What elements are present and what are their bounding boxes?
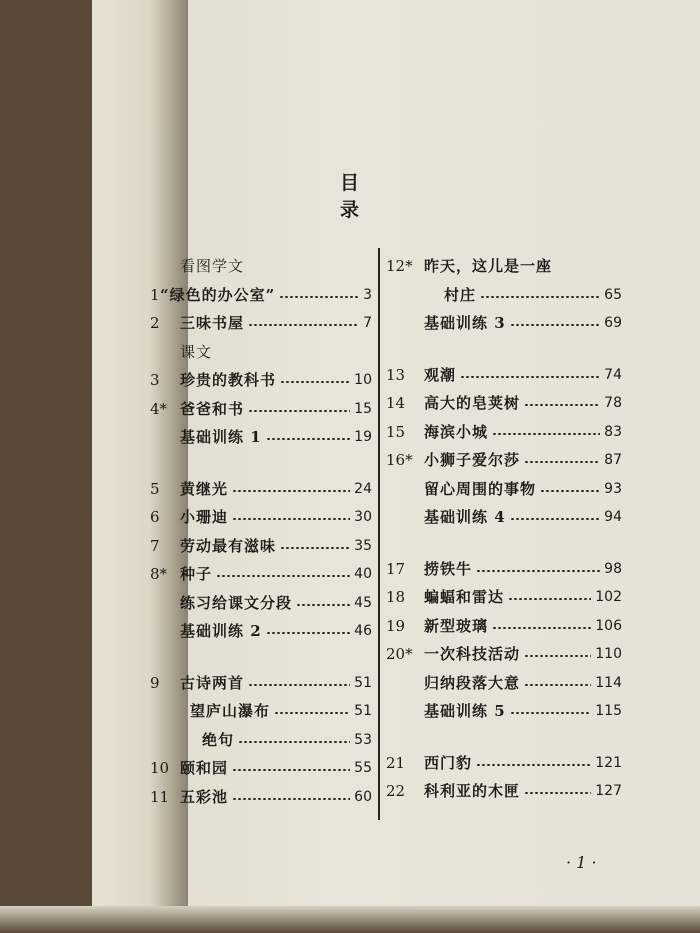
toc-entry-page: 46 xyxy=(354,623,372,639)
toc-leader-dots xyxy=(510,712,591,714)
toc-entry-number: 15 xyxy=(386,422,406,441)
toc-entry-page: 115 xyxy=(595,703,622,719)
toc-entry-title: 科利亚的木匣 xyxy=(424,782,521,800)
toc-leader-dots xyxy=(524,404,600,406)
toc-entry xyxy=(150,338,372,367)
toc-leader-dots xyxy=(524,461,600,463)
toc-title: 目 录 xyxy=(340,172,384,221)
toc-leader-dots xyxy=(232,518,350,520)
toc-entry-page: 110 xyxy=(595,646,622,662)
toc-entry-title: 珍贵的教科书 xyxy=(180,371,277,389)
toc-entry xyxy=(386,281,622,310)
toc-entry xyxy=(150,783,372,812)
toc-leader-dots xyxy=(274,712,350,714)
toc-entry-page: 19 xyxy=(354,429,372,445)
toc-entry xyxy=(150,503,372,532)
toc-entry xyxy=(150,423,372,452)
toc-entry-number: 11 xyxy=(150,787,170,806)
toc-entry-number: 19 xyxy=(386,616,406,635)
toc-entry-number: 13 xyxy=(386,365,406,384)
toc-spacer xyxy=(150,646,372,669)
toc-leader-dots xyxy=(248,684,350,686)
toc-leader-dots xyxy=(216,575,350,577)
toc-entry-number: 2 xyxy=(150,314,160,332)
toc-leader-dots xyxy=(508,598,591,600)
toc-entry xyxy=(386,418,622,447)
toc-entry-title: 绝句 xyxy=(202,730,235,749)
toc-entry-page: 15 xyxy=(354,400,372,417)
toc-entry-title: 练习给课文分段 xyxy=(180,593,293,612)
toc-entry-page: 65 xyxy=(604,286,622,303)
toc-entry-page: 127 xyxy=(595,783,622,799)
toc-leader-dots xyxy=(480,296,600,298)
toc-leader-dots xyxy=(492,627,591,629)
toc-entry-number: 17 xyxy=(386,559,406,578)
toc-leader-dots xyxy=(540,490,600,492)
toc-entry-number: 22 xyxy=(386,782,406,800)
toc-entry-page: 69 xyxy=(604,315,622,331)
toc-leader-dots xyxy=(280,547,350,549)
page-bottom-edge xyxy=(0,906,700,933)
toc-entry-page: 114 xyxy=(595,674,622,691)
toc-entry xyxy=(386,777,622,806)
toc-entry-page: 83 xyxy=(604,423,622,440)
toc-right-column xyxy=(386,252,622,806)
toc-entry-number: 16* xyxy=(386,451,413,469)
toc-entry-number: 5 xyxy=(150,479,160,498)
toc-entry-number: 10 xyxy=(150,759,170,777)
toc-leader-dots xyxy=(232,798,350,800)
toc-entry xyxy=(386,309,622,338)
toc-entry-title: 爸爸和书 xyxy=(180,399,245,418)
toc-entry-page: 30 xyxy=(354,509,372,525)
toc-section-heading: 看图学文 xyxy=(180,257,245,275)
toc-entry-number: 14 xyxy=(386,394,406,412)
toc-entry xyxy=(150,309,372,338)
toc-entry-page: 51 xyxy=(354,703,372,719)
toc-entry-number: 9 xyxy=(150,673,160,692)
toc-entry-number: 21 xyxy=(386,753,406,772)
toc-entry-page: 45 xyxy=(354,594,372,611)
toc-entry xyxy=(386,612,622,641)
toc-entry-page: 102 xyxy=(595,589,622,605)
toc-leader-dots xyxy=(524,792,591,794)
toc-entry xyxy=(386,389,622,418)
toc-entry-title: 昨天，这儿是一座 xyxy=(424,257,553,275)
toc-entry-page: 40 xyxy=(354,566,372,582)
toc-entry xyxy=(150,281,372,310)
toc-leader-dots xyxy=(460,376,600,378)
toc-entry-number: 18 xyxy=(386,588,406,606)
toc-entry xyxy=(150,589,372,618)
toc-entry xyxy=(150,617,372,646)
toc-entry-page: 60 xyxy=(354,788,372,805)
toc-entry-number: 7 xyxy=(150,536,160,555)
toc-leader-dots xyxy=(492,433,600,435)
toc-entry-title: 村庄 xyxy=(444,285,477,304)
toc-entry-title: 一次科技活动 xyxy=(424,645,521,663)
toc-entry-title: 西门豹 xyxy=(424,753,473,772)
toc-entry xyxy=(386,640,622,669)
toc-entry-title: 捞铁牛 xyxy=(424,559,473,578)
toc-entry-number: 1 xyxy=(150,285,160,304)
toc-leader-dots xyxy=(296,604,350,606)
toc-entry xyxy=(386,583,622,612)
toc-entry-page: 106 xyxy=(595,617,622,634)
toc-spacer xyxy=(386,532,622,555)
toc-entry-title: 基础训练 3 xyxy=(424,314,506,332)
toc-entry xyxy=(150,532,372,561)
toc-entry xyxy=(386,475,622,504)
toc-entry xyxy=(386,252,622,281)
page-number: · 1 · xyxy=(566,853,597,872)
toc-entry-title: 基础训练 2 xyxy=(180,622,262,640)
toc-section-heading: 课文 xyxy=(180,342,213,361)
toc-entry-page: 24 xyxy=(354,480,372,497)
toc-leader-dots xyxy=(266,632,350,634)
toc-entry-title: 基础训练 1 xyxy=(180,428,262,446)
toc-leader-dots xyxy=(248,410,350,412)
toc-entry-page: 98 xyxy=(604,560,622,577)
toc-entry-number: 20* xyxy=(386,645,413,663)
toc-entry-page: 74 xyxy=(604,366,622,383)
toc-entry-title: 观潮 xyxy=(424,365,457,384)
toc-entry xyxy=(150,366,372,395)
toc-entry xyxy=(386,555,622,584)
toc-entry-title: 种子 xyxy=(180,565,213,583)
toc-entry xyxy=(150,560,372,589)
toc-leader-dots xyxy=(510,324,600,326)
toc-entry xyxy=(386,503,622,532)
toc-entry-page: 51 xyxy=(354,674,372,691)
toc-entry xyxy=(386,361,622,390)
toc-entry-title: 三味书屋 xyxy=(180,314,245,332)
toc-entry-title: 小狮子爱尔莎 xyxy=(424,451,521,469)
toc-entry-title: 劳动最有滋味 xyxy=(180,536,277,555)
toc-leader-dots xyxy=(280,381,350,383)
toc-entry-number: 3 xyxy=(150,371,160,389)
toc-entry-title: 颐和园 xyxy=(180,759,229,777)
toc-entry-title: 黄继光 xyxy=(180,479,229,498)
toc-spacer xyxy=(386,338,622,361)
toc-entry xyxy=(150,395,372,424)
toc-entry-number: 8* xyxy=(150,565,168,583)
toc-entry-page: 87 xyxy=(604,452,622,468)
toc-entry-title: 归纳段落大意 xyxy=(424,673,521,692)
toc-entry-page: 55 xyxy=(354,760,372,776)
toc-entry xyxy=(150,697,372,726)
toc-leader-dots xyxy=(266,438,350,440)
toc-left-column xyxy=(150,252,372,811)
toc-entry xyxy=(150,669,372,698)
toc-leader-dots xyxy=(524,684,591,686)
toc-entry-title: “绿色的办公室” xyxy=(160,285,276,304)
toc-entry-page: 10 xyxy=(354,372,372,388)
toc-entry-page: 7 xyxy=(363,315,372,331)
toc-entry-page: 121 xyxy=(595,754,622,771)
toc-leader-dots xyxy=(524,655,591,657)
toc-spacer xyxy=(386,726,622,749)
toc-entry xyxy=(150,726,372,755)
toc-entry-title: 五彩池 xyxy=(180,787,229,806)
toc-entry-title: 海滨小城 xyxy=(424,422,489,441)
toc-entry-title: 蝙蝠和雷达 xyxy=(424,588,505,606)
toc-entry-number: 12* xyxy=(386,257,413,275)
toc-leader-dots xyxy=(279,296,359,298)
toc-entry-title: 留心周围的事物 xyxy=(424,479,537,498)
toc-entry xyxy=(150,252,372,281)
toc-leader-dots xyxy=(510,518,600,520)
toc-entry xyxy=(386,446,622,475)
toc-entry-page: 93 xyxy=(604,480,622,497)
toc-entry xyxy=(150,754,372,783)
toc-leader-dots xyxy=(238,741,350,743)
toc-entry-title: 望庐山瀑布 xyxy=(190,702,271,720)
toc-entry-title: 基础训练 4 xyxy=(424,508,506,526)
toc-entry-title: 小珊迪 xyxy=(180,508,229,526)
toc-entry-title: 新型玻璃 xyxy=(424,616,489,635)
toc-entry-title: 古诗两首 xyxy=(180,673,245,692)
toc-entry-page: 35 xyxy=(354,537,372,554)
toc-leader-dots xyxy=(476,570,600,572)
toc-entry xyxy=(386,669,622,698)
toc-entry-title: 基础训练 5 xyxy=(424,702,506,720)
toc-spacer xyxy=(150,452,372,475)
toc-entry-page: 3 xyxy=(363,286,372,303)
toc-entry-title: 高大的皂荚树 xyxy=(424,394,521,412)
toc-entry xyxy=(386,749,622,778)
toc-leader-dots xyxy=(232,490,350,492)
toc-entry-number: 4* xyxy=(150,399,168,418)
column-divider xyxy=(378,248,380,820)
toc-entry-page: 78 xyxy=(604,395,622,411)
toc-entry xyxy=(150,475,372,504)
toc-leader-dots xyxy=(476,764,591,766)
toc-entry-page: 94 xyxy=(604,509,622,525)
toc-entry xyxy=(386,697,622,726)
toc-leader-dots xyxy=(232,769,350,771)
toc-entry-number: 6 xyxy=(150,508,160,526)
toc-entry-page: 53 xyxy=(354,731,372,748)
toc-leader-dots xyxy=(248,324,359,326)
